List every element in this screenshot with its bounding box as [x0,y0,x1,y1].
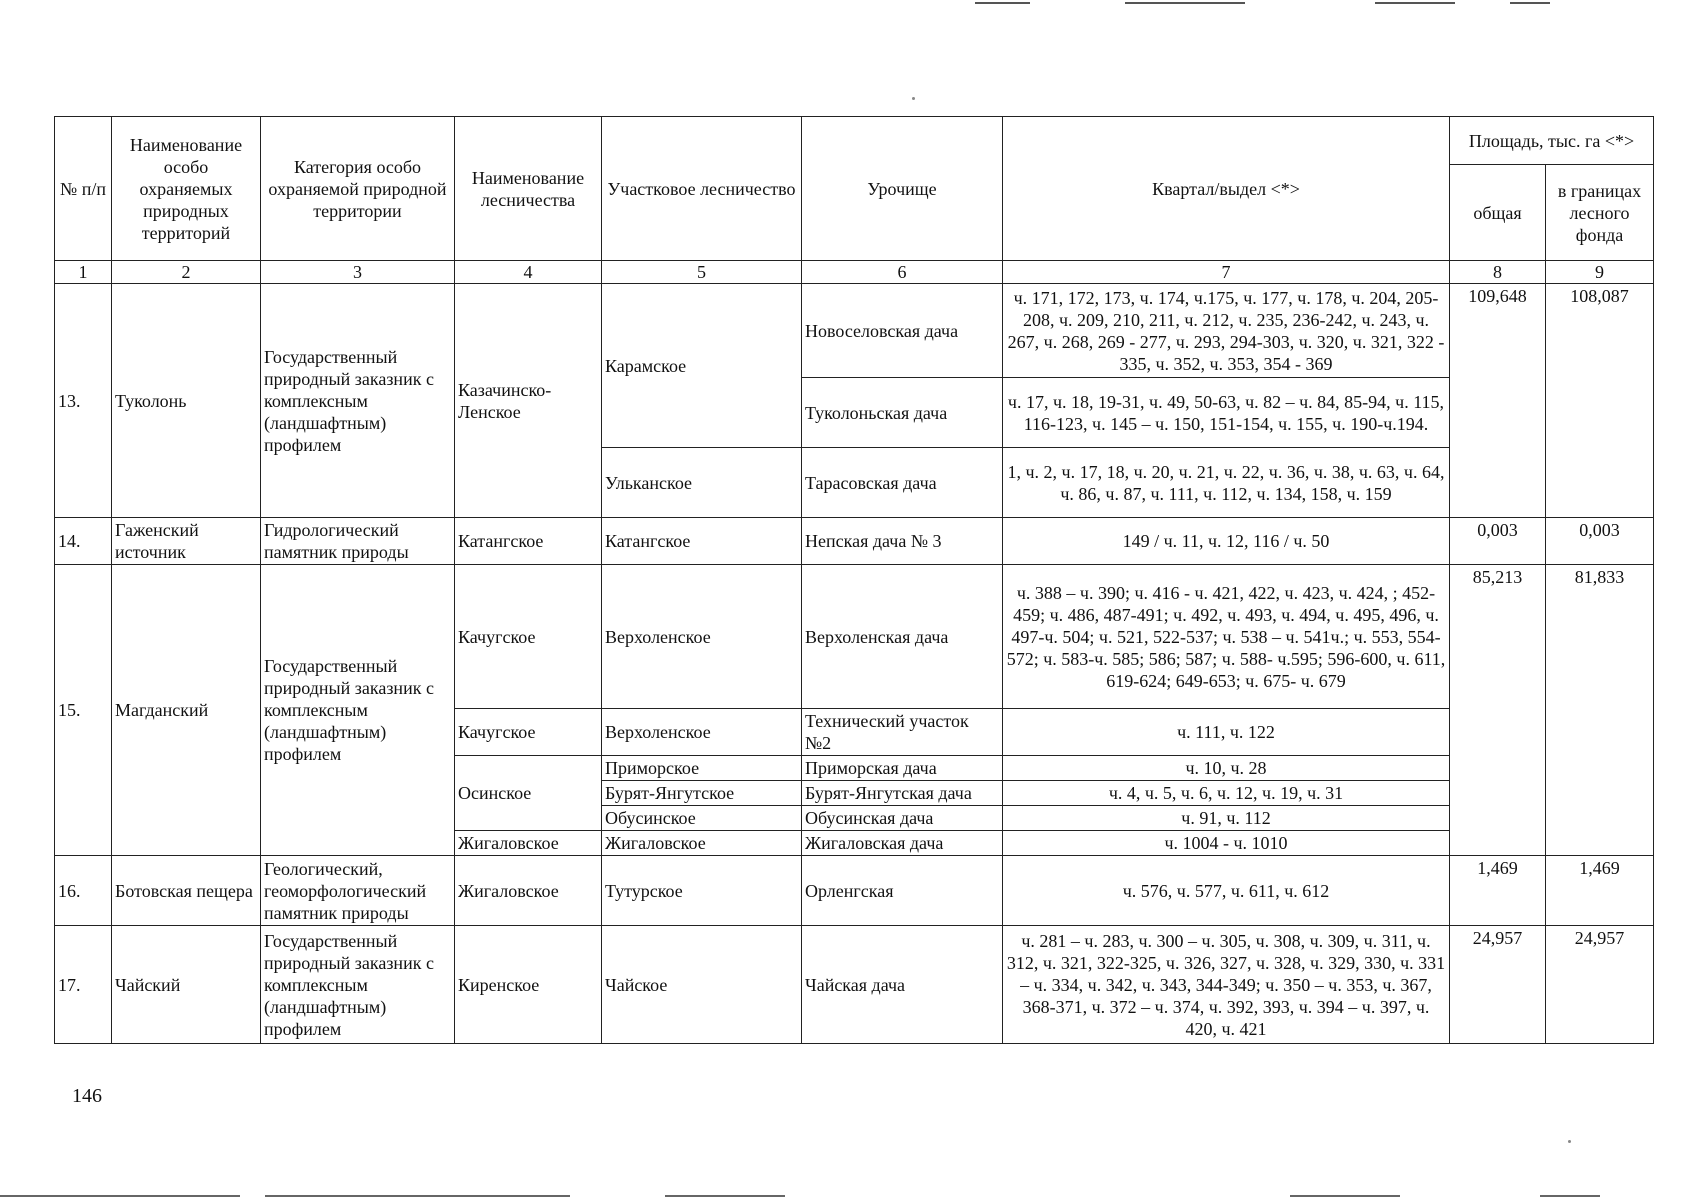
area-total: 24,957 [1450,926,1546,1044]
header-area: Площадь, тыс. га <*> [1450,117,1654,165]
district-forestry: Приморское [602,756,802,781]
area-name: Чайский [112,926,261,1044]
row-num: 15. [55,565,112,856]
tract-name: Орленгская [802,856,1003,926]
tract-name: Технический участок №2 [802,709,1003,756]
column-number: 7 [1003,261,1450,284]
column-number: 3 [261,261,455,284]
forestry-name: Качугское [455,709,602,756]
area-category: Государственный природный заказник с комплексным (ландшафтным) профилем [261,284,455,518]
forestry-name: Казачинско-Ленское [455,284,602,518]
quarter-list: ч. 281 – ч. 283, ч. 300 – ч. 305, ч. 308, ч. 309, ч. 311, ч. 312, ч. 321, 322-325, ч. 326, 327, ч. 328, ч. 329, 330, ч. 331 – ч. 334, ч. 342, ч. 343, 344-349; ч. 350 – ч. 353, ч. 367, 368-371, ч. 372 – ч. 374, ч. 392, 393, ч. 394 – ч. 397, ч. 420, ч. 421 [1003,926,1450,1044]
row-num: 14. [55,518,112,565]
district-forestry: Обусинское [602,806,802,831]
area-name: Гаженский источник [112,518,261,565]
quarter-list: ч. 171, 172, 173, ч. 174, ч.175, ч. 177, ч. 178, ч. 204, 205-208, ч. 209, 210, 211, ч. 212, ч. 235, 236-242, ч. 243, ч. 267, ч. 268, 269 - 277, ч. 293, 294-303, ч. 320, ч. 321, 322 - 335, ч. 352, ч. 353, 354 - 369 [1003,284,1450,378]
scan-rule [1290,1195,1400,1197]
area-forest: 24,957 [1546,926,1654,1044]
district-forestry: Катангское [602,518,802,565]
tract-name: Приморская дача [802,756,1003,781]
forestry-name: Киренское [455,926,602,1044]
page-number: 146 [72,1085,102,1107]
header-num: № п/п [55,117,112,261]
scan-speck [1568,1140,1571,1143]
scan-rule [1375,2,1455,4]
column-number: 1 [55,261,112,284]
quarter-list: ч. 1004 - ч. 1010 [1003,831,1450,856]
area-name: Туколонь [112,284,261,518]
scan-rule [1540,1195,1600,1197]
district-forestry: Ульканское [602,448,802,518]
quarter-list: ч. 388 – ч. 390; ч. 416 - ч. 421, 422, ч. 423, ч. 424, ; 452-459; ч. 486, 487-491; ч. 492, ч. 493, ч. 494, ч. 495, 496, ч. 497-ч. 504; ч. 521, 522-537; ч. 538 – ч. 541ч.; ч. 553, 554-572; ч. 583-ч. 585; 586; 587; ч. 588- ч.595; 596-600, ч. 611, 619-624; 649-653; ч. 675- ч. 679 [1003,565,1450,709]
tract-name: Тарасовская дача [802,448,1003,518]
row-num: 17. [55,926,112,1044]
header-area-total: общая [1450,165,1546,261]
district-forestry: Чайское [602,926,802,1044]
tract-name: Верхоленская дача [802,565,1003,709]
quarter-list: 149 / ч. 11, ч. 12, 116 / ч. 50 [1003,518,1450,565]
tract-name: Туколоньская дача [802,378,1003,448]
quarter-list: ч. 91, ч. 112 [1003,806,1450,831]
header-area-forest: в границах лесного фонда [1546,165,1654,261]
scan-rule [0,1195,240,1197]
area-category: Государственный природный заказник с комплексным (ландшафтным) профилем [261,926,455,1044]
area-name: Ботовская пещера [112,856,261,926]
area-forest: 81,833 [1546,565,1654,856]
tract-name: Обусинская дача [802,806,1003,831]
header-category: Категория особо охраняемой природной территории [261,117,455,261]
column-number: 6 [802,261,1003,284]
area-forest: 0,003 [1546,518,1654,565]
header-quarter: Квартал/выдел <*> [1003,117,1450,261]
forestry-name: Осинское [455,756,602,831]
forestry-name: Качугское [455,565,602,709]
scan-rule [1510,2,1550,4]
forestry-name: Катангское [455,518,602,565]
area-forest: 1,469 [1546,856,1654,926]
forestry-name: Жигаловское [455,831,602,856]
quarter-list: ч. 17, ч. 18, 19-31, ч. 49, 50-63, ч. 82 – ч. 84, 85-94, ч. 115, 116-123, ч. 145 – ч. 150, 151-154, ч. 155, ч. 190-ч.194. [1003,378,1450,448]
row-num: 13. [55,284,112,518]
area-total: 0,003 [1450,518,1546,565]
tract-name: Бурят-Янгутская дача [802,781,1003,806]
scan-rule [265,1195,570,1197]
area-total: 85,213 [1450,565,1546,856]
tract-name: Новоселовская дача [802,284,1003,378]
column-number: 5 [602,261,802,284]
tract-name: Жигаловская дача [802,831,1003,856]
area-total: 1,469 [1450,856,1546,926]
district-forestry: Тутурское [602,856,802,926]
scan-rule [1125,2,1245,4]
header-district-forestry: Участковое лесничество [602,117,802,261]
tract-name: Чайская дача [802,926,1003,1044]
scan-speck [912,97,915,100]
tract-name: Непская дача № 3 [802,518,1003,565]
quarter-list: ч. 10, ч. 28 [1003,756,1450,781]
scan-rule [975,2,1030,4]
district-forestry: Карамское [602,284,802,448]
row-num: 16. [55,856,112,926]
district-forestry: Бурят-Янгутское [602,781,802,806]
quarter-list: ч. 4, ч. 5, ч. 6, ч. 12, ч. 19, ч. 31 [1003,781,1450,806]
header-tract: Урочище [802,117,1003,261]
column-number: 2 [112,261,261,284]
column-number: 4 [455,261,602,284]
area-category: Государственный природный заказник с комплексным (ландшафтным) профилем [261,565,455,856]
area-total: 109,648 [1450,284,1546,518]
area-category: Геологический, геоморфологический памятник природы [261,856,455,926]
district-forestry: Верхоленское [602,709,802,756]
area-category: Гидрологический памятник природы [261,518,455,565]
header-forestry: Наименование лесничества [455,117,602,261]
district-forestry: Жигаловское [602,831,802,856]
protected-areas-table [54,116,1654,1044]
area-name: Магданский [112,565,261,856]
column-number: 8 [1450,261,1546,284]
area-forest: 108,087 [1546,284,1654,518]
quarter-list: ч. 111, ч. 122 [1003,709,1450,756]
column-number: 9 [1546,261,1654,284]
scan-rule [665,1195,785,1197]
header-name: Наименование особо охраняемых природных территорий [112,117,261,261]
quarter-list: ч. 576, ч. 577, ч. 611, ч. 612 [1003,856,1450,926]
quarter-list: 1, ч. 2, ч. 17, 18, ч. 20, ч. 21, ч. 22, ч. 36, ч. 38, ч. 63, ч. 64, ч. 86, ч. 87, ч. 111, ч. 112, ч. 134, 158, ч. 159 [1003,448,1450,518]
forestry-name: Жигаловское [455,856,602,926]
district-forestry: Верхоленское [602,565,802,709]
